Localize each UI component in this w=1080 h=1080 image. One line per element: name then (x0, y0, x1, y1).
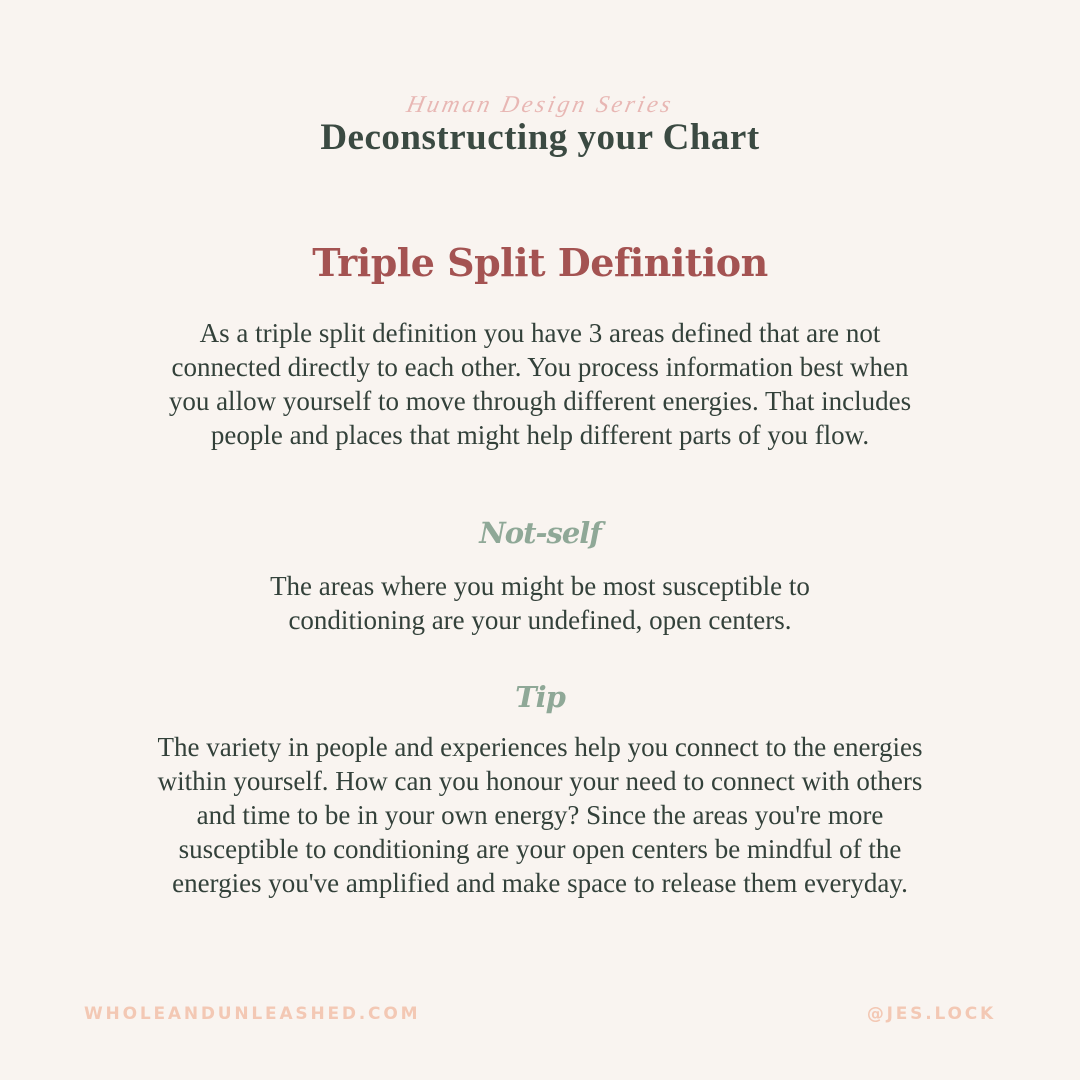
not-self-paragraph (0, 569, 1080, 637)
tip-line: energies you've amplified and make space to release them everyday. (172, 868, 908, 898)
intro-line: As a triple split definition you have 3 areas defined that are not (199, 318, 881, 348)
tip-line: and time to be in your own energy? Since the areas you're more (196, 800, 884, 830)
tip-line: within yourself. How can you honour your need to connect with others (157, 766, 923, 796)
tip-heading: Tip (515, 680, 565, 714)
tip-paragraph (0, 730, 1080, 900)
page-title: Deconstructing your Chart (320, 117, 760, 158)
social-handle[interactable]: @JES.LOCK (866, 1004, 996, 1024)
intro-paragraph (0, 316, 1080, 452)
tip-line: The variety in people and experiences help you connect to the energies (157, 732, 923, 762)
not-self-line: The areas where you might be most susceptible to (270, 571, 810, 601)
website-link[interactable]: WHOLEANDUNLEASHED.COM (84, 1004, 421, 1024)
not-self-line: conditioning are your undefined, open centers. (288, 605, 792, 635)
intro-line: you allow yourself to move through different energies. That includes (168, 386, 912, 416)
series-script-title: Human Design Series (404, 92, 677, 118)
not-self-heading: Not-self (479, 516, 601, 550)
tip-line: susceptible to conditioning are your open centers be mindful of the (178, 834, 902, 864)
intro-line: people and places that might help different parts of you flow. (210, 420, 870, 450)
intro-line: connected directly to each other. You process information best when (171, 352, 909, 382)
section-title: Triple Split Definition (312, 240, 768, 285)
